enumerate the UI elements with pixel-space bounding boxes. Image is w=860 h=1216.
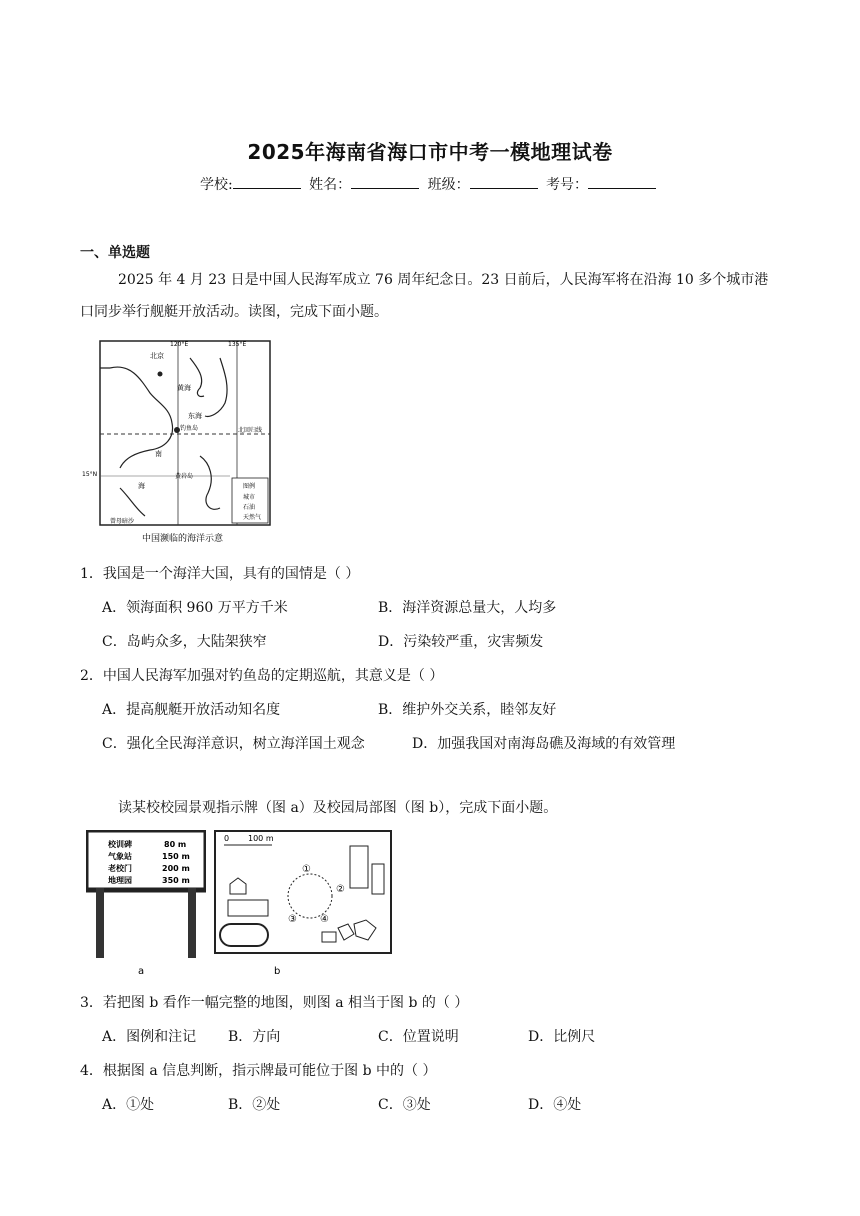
lon-label-120: 120°E: [170, 341, 189, 348]
exam-number-label: 考号：: [546, 177, 589, 193]
map-caption: 中国濒临的海洋示意: [142, 534, 224, 544]
name-label: 姓名：: [309, 177, 352, 193]
sign-row4-name: 地理园: [108, 876, 132, 885]
q4-option-d[interactable]: D．④处: [528, 1097, 582, 1113]
sign-row3-dist: 200 m: [162, 864, 190, 873]
q3-option-a[interactable]: A．图例和注记: [102, 1029, 197, 1045]
sign-row4-dist: 350 m: [162, 876, 190, 885]
q3-option-b[interactable]: B．方向: [228, 1029, 281, 1045]
class-label: 班级：: [427, 177, 470, 193]
place-hai: 海: [138, 482, 145, 490]
figure-a-label: a: [138, 966, 145, 977]
marker-4: ④: [320, 914, 329, 925]
q4-option-b[interactable]: B．②处: [228, 1097, 281, 1113]
q1-option-d[interactable]: D．污染较严重，灾害频发: [378, 634, 544, 650]
place-beijing: 北京: [150, 352, 164, 360]
marker-3: ③: [288, 914, 297, 925]
place-huangyan: 黄岩岛: [175, 473, 194, 480]
q4-option-c[interactable]: C．③处: [378, 1097, 431, 1113]
intro-paragraph-line2: 口同步举行舰艇开放活动。读图，完成下面小题。: [80, 304, 388, 320]
place-diaoyu: 钓鱼岛: [180, 425, 199, 432]
sign-row3-name: 老校门: [108, 864, 132, 873]
student-info-line: [0, 174, 860, 194]
name-blank[interactable]: [351, 176, 419, 189]
place-nan: 南: [155, 450, 162, 458]
q1-option-b[interactable]: B．海洋资源总量大，人均多: [378, 600, 557, 616]
q1-option-c[interactable]: C．岛屿众多，大陆架狭窄: [102, 634, 267, 650]
q2-option-b[interactable]: B．维护外交关系，睦邻友好: [378, 702, 557, 718]
scale-zero: 0: [224, 834, 230, 843]
page-title: 2025年海南省海口市中考一模地理试卷: [247, 140, 613, 164]
lat-label-15: 15°N: [82, 471, 98, 478]
q2-option-d[interactable]: D．加强我国对南海岛礁及海域的有效管理: [412, 736, 676, 752]
marker-2: ②: [336, 884, 345, 895]
q3-option-c[interactable]: C．位置说明: [378, 1029, 459, 1045]
question-2-stem: 2．中国人民海军加强对钓鱼岛的定期巡航，其意义是（ ）: [80, 668, 444, 684]
school-label: 学校:: [199, 177, 233, 193]
place-zengmu: 曾母暗沙: [110, 518, 135, 525]
sign-row1-name: 校训碑: [108, 840, 132, 849]
campus-intro: 读某校校园景观指示牌（图 a）及校园局部图（图 b），完成下面小题。: [118, 800, 558, 816]
q4-option-a[interactable]: A．①处: [102, 1097, 155, 1113]
place-tropic: 北回归线: [238, 427, 263, 434]
exam-number-blank[interactable]: [588, 176, 656, 189]
china-seas-map: [80, 338, 275, 550]
class-blank[interactable]: [470, 176, 538, 189]
figure-b-label: b: [274, 966, 281, 977]
q2-option-c[interactable]: C．强化全民海洋意识，树立海洋国土观念: [102, 736, 365, 752]
map-legend-oil: 石油: [243, 504, 256, 511]
scale-100m: 100 m: [248, 834, 274, 843]
q2-option-a[interactable]: A．提高舰艇开放活动知名度: [102, 702, 281, 718]
campus-map-figure-b: [212, 828, 394, 978]
sign-row2-dist: 150 m: [162, 852, 190, 861]
map-legend-gas: 天然气: [243, 514, 262, 521]
q1-option-a[interactable]: A．领海面积 960 万平方千米: [102, 600, 288, 616]
school-blank[interactable]: [233, 176, 301, 189]
section-heading: 一、单选题: [80, 245, 150, 261]
question-4-stem: 4．根据图 a 信息判断，指示牌最可能位于图 b 中的（ ）: [80, 1063, 437, 1079]
question-3-stem: 3．若把图 b 看作一幅完整的地图，则图 a 相当于图 b 的（ ）: [80, 995, 469, 1011]
campus-sign-figure-a: [86, 830, 206, 978]
marker-1: ①: [302, 864, 311, 875]
q3-option-d[interactable]: D．比例尺: [528, 1029, 596, 1045]
place-yellow-sea: 黄海: [177, 384, 191, 392]
map-legend-city: 城市: [243, 494, 256, 501]
sign-row2-name: 气象站: [108, 852, 132, 861]
lon-label-135: 135°E: [228, 341, 247, 348]
map-legend-title: 图例: [243, 483, 256, 490]
place-east-sea: 东海: [188, 412, 202, 420]
question-1-stem: 1．我国是一个海洋大国，具有的国情是（ ）: [80, 566, 360, 582]
intro-paragraph-line1: 2025 年 4 月 23 日是中国人民海军成立 76 周年纪念日。23 日前后，人民海军将在沿海 10 多个城市港: [118, 272, 769, 288]
sign-row1-dist: 80 m: [164, 840, 187, 849]
